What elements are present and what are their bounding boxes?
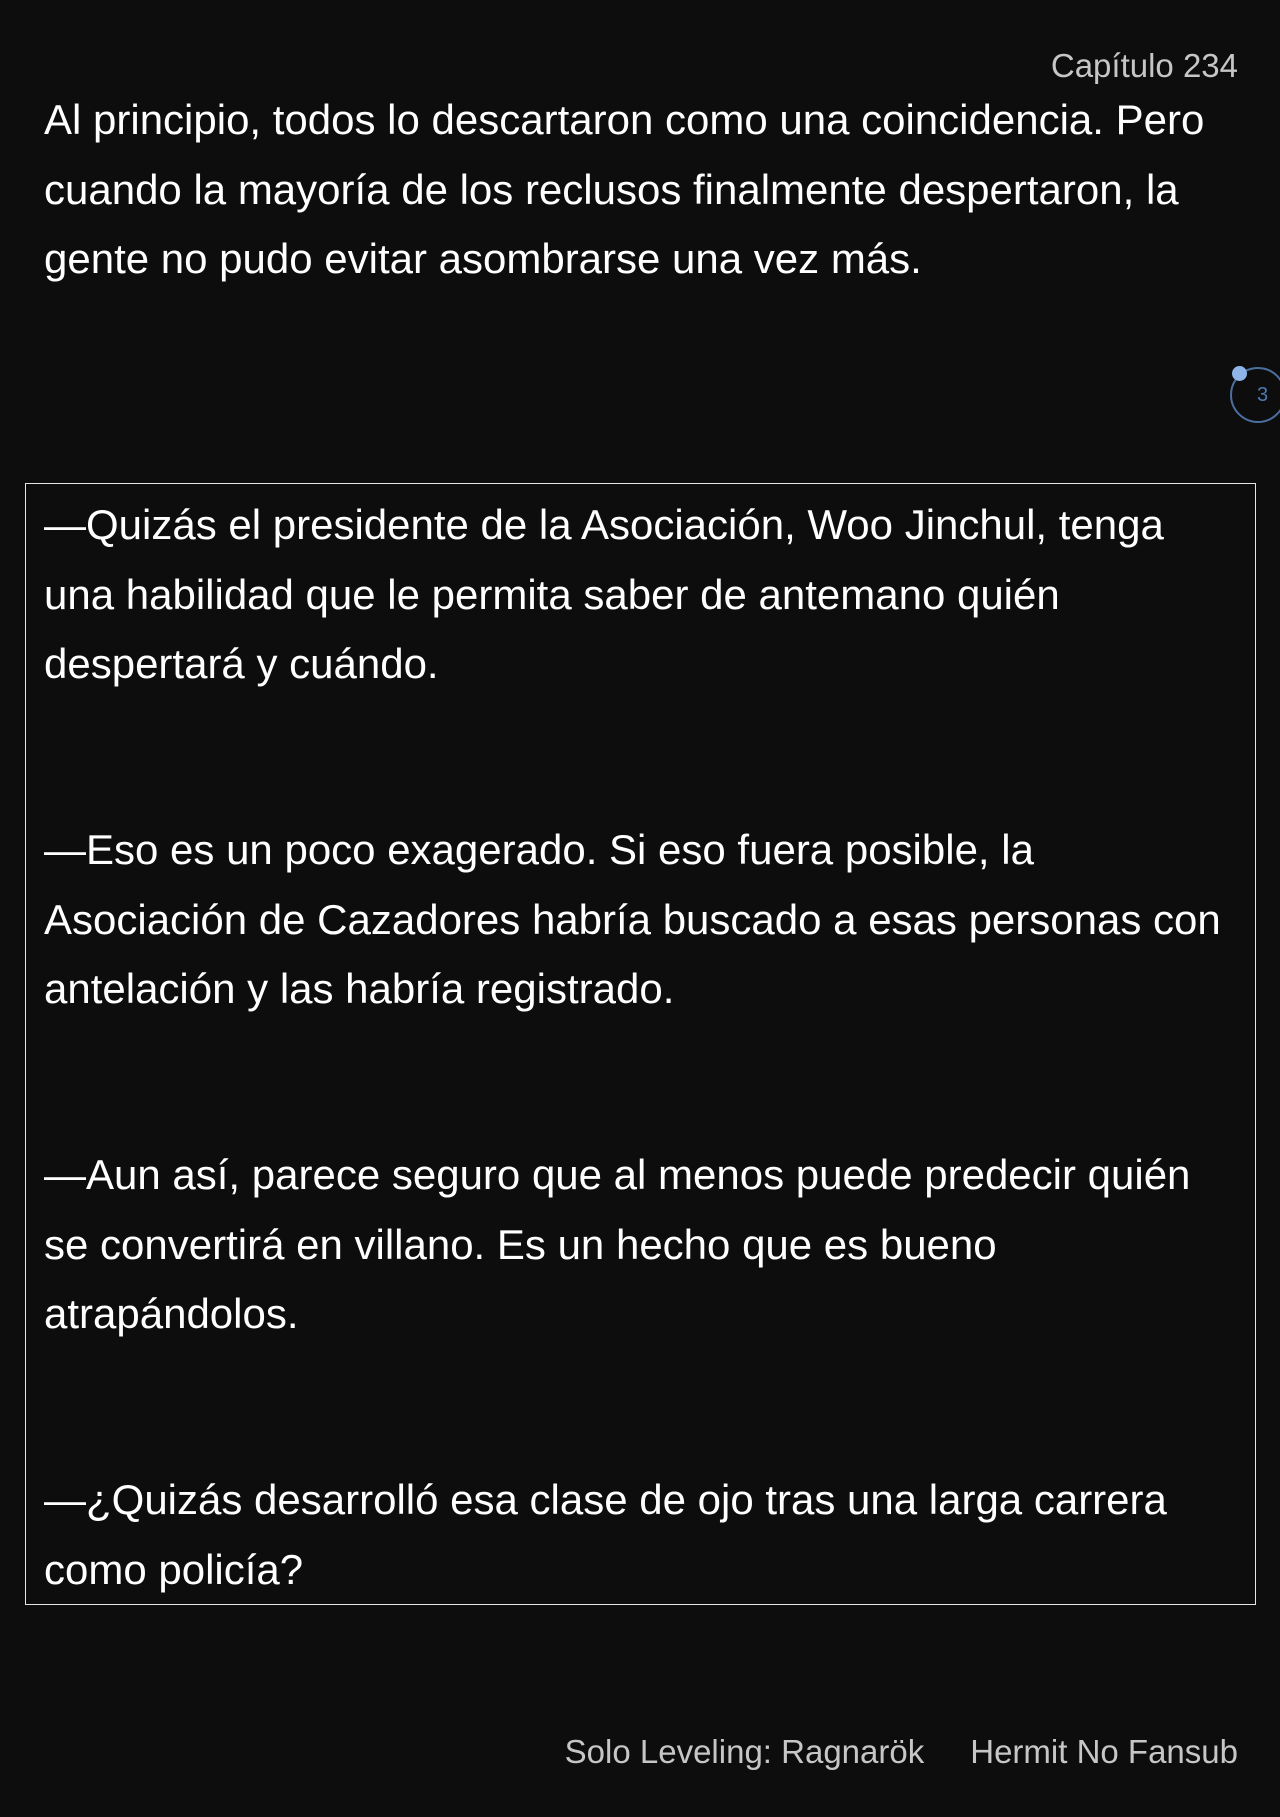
novel-title: Solo Leveling: Ragnarök (564, 1733, 925, 1770)
translator-credit: Hermit No Fansub (970, 1733, 1238, 1770)
comment-marker-dot-icon (1232, 366, 1247, 381)
intro-paragraph: Al principio, todos lo descartaron como una coincidencia. Pero cuando la mayoría de los reclusos finalmente despertaron, la gente no pudo evitar asombrarse una vez más. (44, 96, 1205, 282)
dialogue-line-4: —¿Quizás desarrolló esa clase de ojo tras una larga carrera como policía? (44, 1476, 1167, 1593)
dialogue-line-2: —Eso es un poco exagerado. Si eso fuera posible, la Asociación de Cazadores habría buscado a esas personas con antelación y las habría registrado. (44, 826, 1221, 1012)
chapter-title: Capítulo 234 (1050, 47, 1238, 84)
footer (565, 1730, 1238, 1774)
comment-count: 3 (1257, 384, 1269, 406)
dialogue-line-3: —Aun así, parece seguro que al menos puede predecir quién se convertirá en villano. Es un hecho que es bueno atrapándolos. (44, 1151, 1191, 1337)
dialogue-line-1: —Quizás el presidente de la Asociación, Woo Jinchul, tenga una habilidad que le permita saber de antemano quién despertará y cuándo. (44, 501, 1164, 687)
